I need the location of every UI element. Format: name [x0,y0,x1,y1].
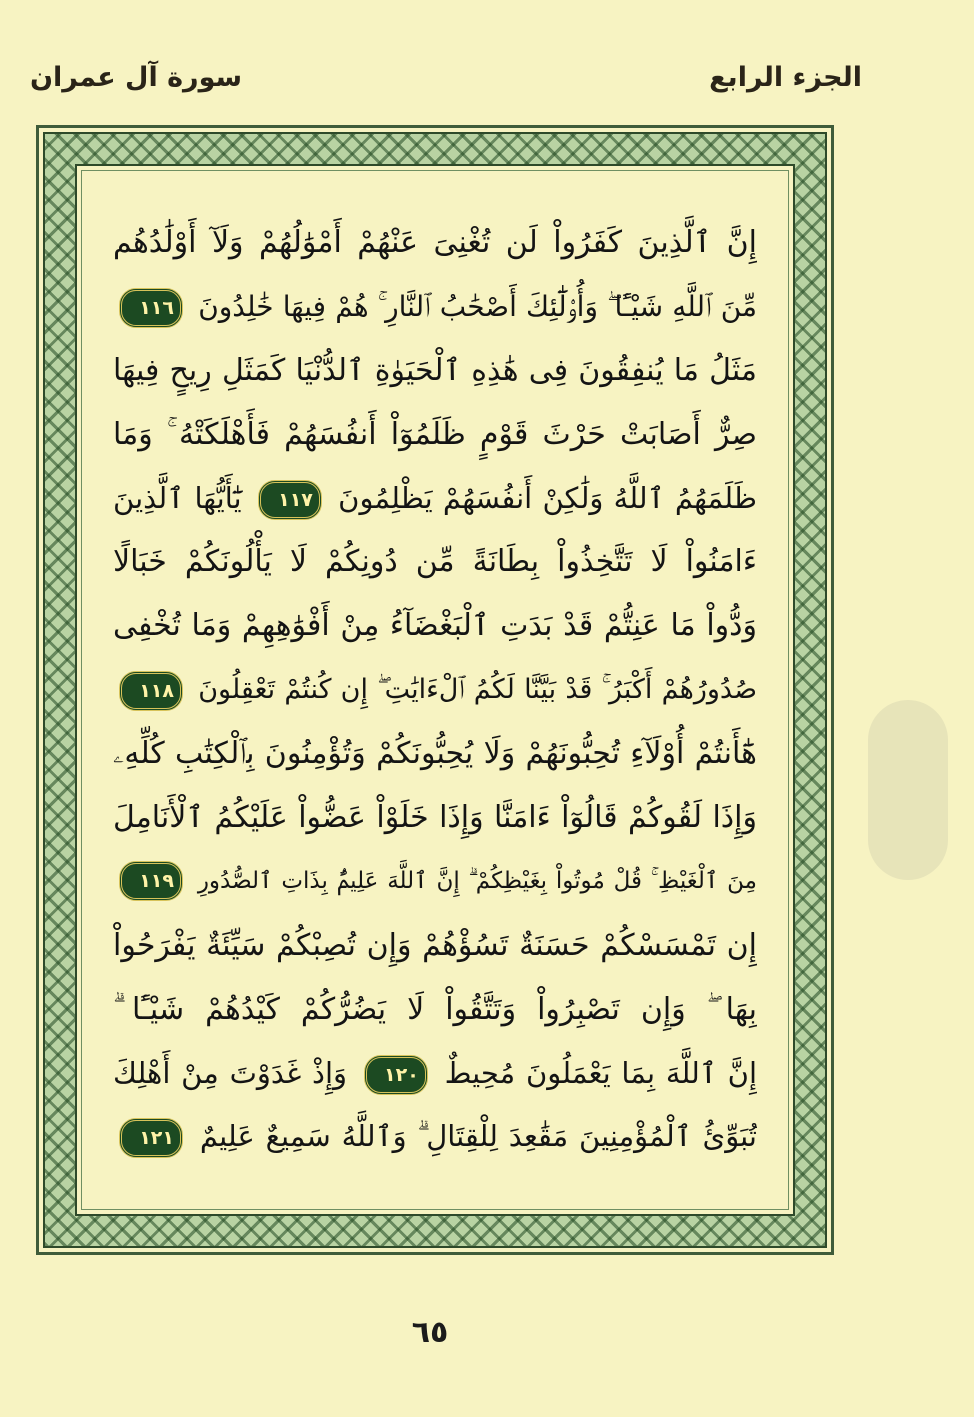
verse-text: مَثَلُ مَا يُنفِقُونَ فِى هَٰذِهِ ٱلْحَيَوٰةِ ٱلدُّنْيَا كَمَثَلِ رِيحٍ فِيهَا [113,352,757,388]
verse-line [113,594,757,658]
verse-text: إِنَّ ٱللَّهَ بِمَا يَعْمَلُونَ مُحِيطٌ [444,1055,757,1090]
verse-text-continued: وَإِذْ غَدَوْتَ مِنْ أَهْلِكَ [113,1055,348,1090]
verse-line [113,658,757,722]
verse-text: إِن تَمْسَسْكُمْ حَسَنَةٌ تَسُؤْهُمْ وَإِن تُصِبْكُمْ سَيِّئَةٌ يَفْرَحُواْ [113,927,757,963]
verse-text: ظَلَمَهُمُ ٱللَّهُ وَلَٰكِنْ أَنفُسَهُمْ يَظْلِمُونَ [338,480,757,515]
decorative-border-band [43,132,827,1248]
ayah-number-marker: ١٢١ [119,1118,183,1158]
verse-line [113,1105,757,1169]
verse-text: صِرٌّ أَصَابَتْ حَرْثَ قَوْمٍ ظَلَمُوٓاْ أَنفُسَهُمْ فَأَهْلَكَتْهُ ۚ وَمَا [113,416,757,452]
verse-text: هَٰٓأَنتُمْ أُوْلَآءِ تُحِبُّونَهُمْ وَلَا يُحِبُّونَكُمْ وَتُؤْمِنُونَ بِٱلْكِتَٰبِ كُلِّهِۦ [113,736,757,772]
verse-text: وَإِذَا لَقُوكُمْ قَالُوٓاْ ءَامَنَّا وَإِذَا خَلَوْاْ عَضُّواْ عَلَيْكُمُ ٱلْأَنَامِلَ [113,800,757,836]
surah-name: سورة آل عمران [30,62,243,93]
verse-line [113,722,757,786]
verse-text: تُبَوِّئُ ٱلْمُؤْمِنِينَ مَقَٰعِدَ لِلْقِتَالِ ۗ وَٱللَّهُ سَمِيعٌ عَلِيمٌ [199,1119,757,1154]
ayah-number-marker: ١١٨ [119,671,183,711]
verse-line [113,530,757,594]
verse-lines [113,211,757,1174]
verse-line [113,978,757,1042]
verse-line [113,339,757,403]
verse-text: وَدُّواْ مَا عَنِتُّمْ قَدْ بَدَتِ ٱلْبَغْضَآءُ مِنْ أَفْوَٰهِهِمْ وَمَا تُخْفِى [113,608,757,644]
verse-text: صُدُورُهُمْ أَكْبَرُ ۚ قَدْ بَيَّنَّا لَكُمُ ٱلْءَايَٰتِ ۖ إِن كُنتُمْ تَعْقِلُونَ [198,674,757,706]
juz-name: الجزء الرابع [709,62,862,93]
ayah-number-marker: ١١٦ [119,288,183,328]
verse-line [113,850,757,914]
verse-line [113,403,757,467]
verse-text: مِّنَ ٱللَّهِ شَيْـًٔا ۖ وَأُو۟لَٰٓئِكَ أَصْحَٰبُ ٱلنَّارِ ۚ هُمْ فِيهَا خَٰلِدُونَ [198,289,757,323]
verse-line [113,467,757,531]
verse-line [113,275,757,339]
ayah-number-marker: ١١٧ [258,480,322,520]
verse-text: إِنَّ ٱلَّذِينَ كَفَرُواْ لَن تُغْنِىَ عَنْهُمْ أَمْوَٰلُهُمْ وَلَآ أَوْلَٰدُهُم [113,225,757,260]
verse-text: مِنَ ٱلْغَيْظِ ۚ قُلْ مُوتُواْ بِغَيْظِكُمْ ۗ إِنَّ ٱللَّهَ عَلِيمٌۢ بِذَاتِ ٱلصُّدُورِ [197,867,757,894]
verse-line [113,1042,757,1106]
verse-text: ءَامَنُواْ لَا تَتَّخِذُواْ بِطَانَةً مِّن دُونِكُمْ لَا يَأْلُونَكُمْ خَبَالًا [113,544,757,580]
verse-text-continued: يَٰٓأَيُّهَا ٱلَّذِينَ [113,480,242,515]
paper-stain [868,700,948,880]
verse-text: بِهَا ۖ وَإِن تَصْبِرُواْ وَتَتَّقُواْ لَا يَضُرُّكُمْ كَيْدُهُمْ شَيْـًٔا ۗ [113,991,757,1027]
verse-line [113,914,757,978]
page-number: ٦٥ [411,1315,449,1350]
verse-line [113,786,757,850]
text-panel [75,164,795,1216]
page-header [0,52,974,112]
verse-line [113,211,757,275]
ayah-number-marker: ١١٩ [119,861,183,901]
ayah-number-marker: ١٢٠ [364,1055,428,1095]
ornamental-frame [36,125,834,1255]
